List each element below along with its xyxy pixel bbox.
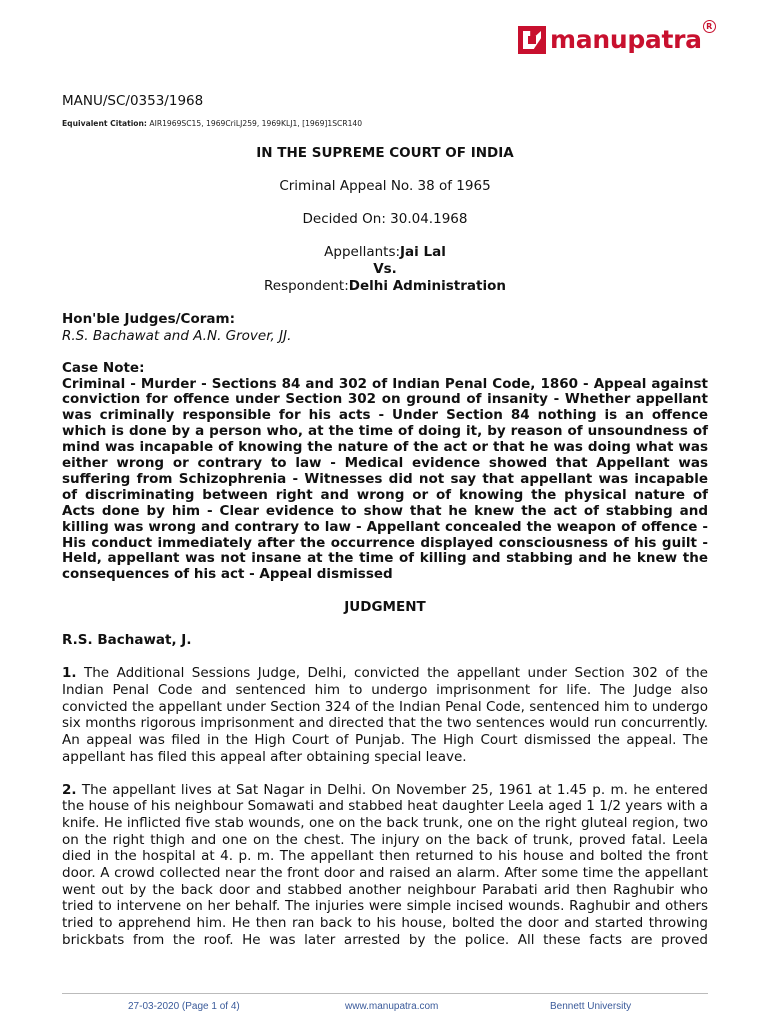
appellants-value: Jai Lal xyxy=(400,244,446,260)
registered-mark-icon: R xyxy=(703,20,716,33)
paragraph-text: The appellant lives at Sat Nagar in Delhi. On November 25, 1961 at 1.45 p. m. he entered the house of his neighbour Somawati and stabbed heat daughter Leela aged 1 1/2 years with a knife. He inflicted five stab wounds, one on the back trunk, one on the right gluteal region, two on the right thigh and one on the chest. The injury on the back of trunk, proved fatal. Leela died in the hospital at 4. p. m. The appellant then returned to his house and bolted the front door. A crowd collected near the front door and raised an alarm. After some time the appellant went out by the back door and stabbed another neighbour Parabati arid then Raghubir who tried to intervene on her behalf. The injuries were simple incised wounds. Raghubir and others tried to apprehend him. He then ran back to his house, bolted the door and started throwing brickbats from the roof. He was later arrested by the police. All these facts are proved xyxy=(62,781,708,948)
citation-id: MANU/SC/0353/1968 xyxy=(62,93,204,109)
versus-text: Vs. xyxy=(373,261,397,277)
case-note-heading: Case Note: xyxy=(62,360,145,376)
manupatra-logo xyxy=(518,22,713,56)
respondent-label: Respondent: xyxy=(264,278,349,294)
appellants-line xyxy=(62,244,708,261)
paragraph-number: 2. xyxy=(62,781,77,798)
court-name: IN THE SUPREME COURT OF INDIA xyxy=(256,145,514,161)
paragraph-text: The Additional Sessions Judge, Delhi, convicted the appellant under Section 302 of the Indian Penal Code and sentenced him to undergo imprisonment for life. The Judge also convicted the appellant under Section 324 of the Indian Penal Code, sentenced him to undergo six months rigorous imprisonment and directed that the two sentences would run concurrently. An appeal was filed in the High Court of Punjab. The High Court dismissed the appeal. The appellant has filed this appeal after obtaining special leave. xyxy=(62,665,708,765)
footer-divider xyxy=(62,993,708,994)
respondent-line xyxy=(62,278,708,295)
judge-name: R.S. Bachawat, J. xyxy=(62,632,192,649)
paragraph-1 xyxy=(62,665,708,765)
manupatra-logo-icon xyxy=(518,26,546,54)
judgment-heading: JUDGMENT xyxy=(344,599,426,616)
parties-block xyxy=(62,244,708,295)
appeal-number: Criminal Appeal No. 38 of 1965 xyxy=(279,178,491,194)
equivalent-citation xyxy=(62,119,708,129)
decided-on: Decided On: 30.04.1968 xyxy=(302,211,468,227)
versus xyxy=(62,261,708,278)
appellants-label: Appellants: xyxy=(324,244,401,260)
footer-website-link[interactable]: www.manupatra.com xyxy=(345,1001,439,1012)
footer-date-page: 27-03-2020 (Page 1 of 4) xyxy=(128,1001,240,1012)
logo-text: manupatra xyxy=(550,25,702,54)
paragraph-number: 1. xyxy=(62,665,77,682)
paragraph-2 xyxy=(62,782,708,949)
respondent-value: Delhi Administration xyxy=(348,278,506,294)
judges-names: R.S. Bachawat and A.N. Grover, JJ. xyxy=(62,327,292,344)
document-body xyxy=(62,92,708,949)
footer-licensee: Bennett University xyxy=(550,1001,632,1012)
equivalent-citation-label: Equivalent Citation: xyxy=(62,119,147,128)
case-note-text: Criminal - Murder - Sections 84 and 302 of Indian Penal Code, 1860 - Appeal against conviction for offence under Section 302 on ground of insanity - Whether appellant was criminally responsible for his acts - Under Section 84 nothing is an offence which is done by a person who, at the time of doing it, by reason of unsoundness of mind was incapable of knowing the nature of the act or that he was doing what was either wrong or contrary to law - Medical evidence showed that Appellant was suffering from Schizophrenia - Witnesses did not say that appellant was incapable of discriminating between right and wrong or of knowing the physical nature of Acts done by him - Clear evidence to show that he knew the act of stabbing and killing was wrong and contrary to law - Appellant concealed the weapon of offence - His conduct immediately after the occurrence displayed consciousness of his guilt - Held, appellant was not insane at the time of killing and stabbing and he knew the consequences of his act - Appeal dismissed xyxy=(62,375,708,583)
equivalent-citation-value: AIR1969SC15, 1969CriLJ259, 1969KLJ1, [1969]1SCR140 xyxy=(146,119,363,128)
judges-heading: Hon'ble Judges/Coram: xyxy=(62,311,235,327)
